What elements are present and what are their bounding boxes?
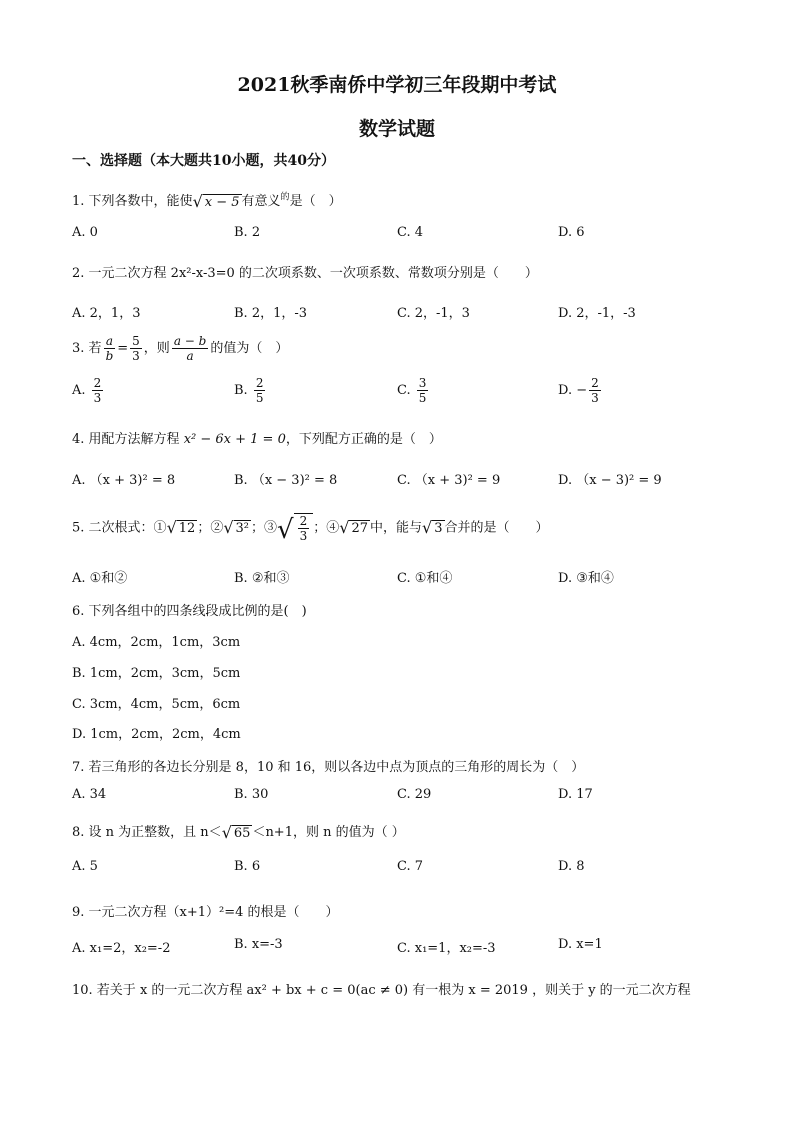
question-3: [72, 334, 288, 363]
q6-option-c[interactable]: C. 3cm，4cm，5cm，6cm: [72, 697, 241, 712]
q8-option-c[interactable]: C. 7: [397, 859, 424, 874]
fraction-numerator: 2: [591, 376, 599, 390]
sqrt-fraction: [277, 513, 313, 543]
radicand: 12: [178, 521, 196, 536]
fraction-numerator: 5: [132, 334, 140, 348]
option-label: B.: [234, 383, 248, 398]
fraction-numerator: a: [105, 334, 113, 348]
q4-option-c[interactable]: C. （x + 3)² = 9: [397, 473, 501, 488]
sqrt-3-squared: [223, 520, 251, 536]
radical-sign-icon: √: [422, 518, 433, 537]
q8-text-tail: ＜n+1，则 n 的值为（ ）: [252, 825, 405, 840]
q3-option-a[interactable]: [72, 376, 105, 405]
fraction-denominator: 5: [255, 391, 264, 405]
question-7: 7. 若三角形的各边长分别是 8，10 和 16，则以各边中点为顶点的三角形的周长为（ ）: [72, 760, 585, 775]
sqrt-27: [339, 520, 370, 536]
q9-options: [72, 937, 732, 957]
sqrt-12: [167, 520, 198, 536]
sqrt-65: [221, 822, 253, 842]
q8-option-d[interactable]: D. 8: [558, 859, 585, 874]
radicand: 65: [233, 825, 251, 841]
q6-option-b[interactable]: B. 1cm，2cm，3cm，5cm: [72, 666, 241, 681]
radicand: 27: [351, 521, 369, 536]
radical-sign-icon: √: [277, 515, 294, 545]
q7-option-c[interactable]: C. 29: [397, 787, 432, 802]
question-4: [72, 428, 442, 447]
fraction-denominator: 3: [93, 391, 102, 405]
fraction-numerator: 3: [418, 376, 427, 390]
option-label: D.: [558, 383, 573, 398]
fraction-numerator: 2: [299, 514, 308, 528]
q8-option-a[interactable]: A. 5: [72, 859, 98, 874]
q4-text-tail: ，下列配方正确的是（ ）: [285, 432, 442, 447]
question-6: 6. 下列各组中的四条线段成比例的是( ): [72, 604, 307, 619]
radicand: 3: [434, 521, 443, 536]
question-10: 10. 若关于 x 的一元二次方程 ax² + bx + c = 0(ac ≠ 0) 有一根为 x = 2019 ，则关于 y 的一元二次方程: [72, 983, 691, 998]
q7-options: [72, 787, 732, 807]
equals-sign: =: [117, 341, 129, 356]
q5-text-pre: 二次根式：①: [88, 520, 167, 536]
separator: ；④: [313, 520, 340, 536]
question-8: [72, 821, 405, 841]
q5-option-d[interactable]: D. ③和④: [558, 571, 614, 586]
sqrt-expression: [192, 191, 242, 211]
q1-option-c[interactable]: C. 4: [397, 225, 424, 240]
q3-number: 3.: [72, 341, 85, 356]
question-2: 2. 一元二次方程 2x²-x-3=0 的二次项系数、一次项系数、常数项分别是（ ）: [72, 266, 538, 281]
minus-sign: −: [576, 383, 588, 398]
q2-option-c[interactable]: C. 2，-1，3: [397, 306, 470, 321]
q1-text-post: 有意义: [241, 194, 281, 209]
fraction-denominator: b: [105, 349, 114, 363]
q7-option-d[interactable]: D. 17: [558, 787, 593, 802]
q3-option-d[interactable]: [558, 376, 603, 405]
q3-fraction-5-over-3: [130, 334, 142, 363]
fraction-numerator: 2: [93, 376, 102, 390]
q3-options: [72, 376, 732, 416]
q1-options: [72, 225, 732, 245]
separator: ；②: [197, 520, 224, 536]
q4-equation: x² − 6x + 1 = 0: [183, 432, 286, 447]
q7-option-b[interactable]: B. 30: [234, 787, 269, 802]
q4-option-d[interactable]: D. （x − 3)² = 9: [558, 473, 662, 488]
q2-option-a[interactable]: A. 2，1，3: [72, 306, 141, 321]
fraction-denominator: 3: [132, 349, 140, 363]
q1-option-d[interactable]: D. 6: [558, 225, 585, 240]
q4-option-b[interactable]: B. （x − 3)² = 8: [234, 473, 338, 488]
q5-options: [72, 567, 732, 587]
q7-option-a[interactable]: A. 34: [72, 787, 107, 802]
q9-option-d[interactable]: D. x=1: [558, 937, 603, 952]
option-label: C.: [397, 383, 411, 398]
q1-text-pre: 下列各数中，能使: [88, 194, 193, 209]
fraction-numerator: 2: [255, 376, 264, 390]
q5-option-a[interactable]: A. ①和②: [72, 571, 128, 586]
radical-sign-icon: √: [166, 518, 177, 537]
radicand: 3²: [235, 521, 250, 536]
q8-option-b[interactable]: B. 6: [234, 859, 261, 874]
option-label: A.: [72, 383, 86, 398]
q3-text-tail: 的值为（ ）: [210, 341, 289, 356]
q3-text-pre: 若: [88, 341, 102, 356]
q5-text-tail: 合并的是（ ）: [444, 520, 549, 536]
exam-title: 2021秋季南侨中学初三年段期中考试: [237, 74, 557, 96]
q2-options: [72, 302, 732, 322]
q1-option-b[interactable]: B. 2: [234, 225, 261, 240]
q5-text-mid: 中，能与: [370, 520, 423, 536]
q8-text-pre: 8. 设 n 为正整数，且 n＜: [72, 825, 222, 840]
question-5: [72, 513, 549, 543]
fraction-denominator: 3: [591, 391, 599, 405]
radical-sign-icon: √: [192, 191, 203, 211]
q5-option-b[interactable]: B. ②和③: [234, 571, 290, 586]
q3-fraction-expression: [172, 334, 209, 363]
q6-option-a[interactable]: A. 4cm，2cm，1cm，3cm: [72, 635, 241, 650]
q1-text-tail: 是（ ）: [289, 194, 342, 209]
exam-subtitle: 数学试题: [358, 118, 435, 140]
q4-option-a[interactable]: A. （x + 3)² = 8: [72, 473, 176, 488]
fraction-denominator: 3: [299, 529, 308, 543]
q3-option-b[interactable]: [234, 376, 267, 405]
q6-option-d[interactable]: D. 1cm，2cm，2cm，4cm: [72, 727, 241, 742]
radical-sign-icon: √: [221, 822, 232, 842]
q1-mark: 的: [280, 192, 290, 203]
radical-sign-icon: √: [339, 518, 350, 537]
question-9: 9. 一元二次方程（x+1）²=4 的根是（ ）: [72, 905, 339, 920]
q2-option-d[interactable]: D. 2，-1，-3: [558, 306, 636, 321]
fraction-denominator: a: [186, 349, 194, 363]
q1-option-a[interactable]: A. 0: [72, 225, 98, 240]
q3-fraction-a-over-b: [104, 334, 116, 363]
section-heading: 一、选择题（本大题共10小题，共40分）: [72, 153, 335, 169]
fraction-numerator: a − b: [173, 334, 207, 348]
q1-number: 1.: [72, 194, 85, 209]
q4-text-pre: 4. 用配方法解方程: [72, 432, 180, 447]
question-1: [72, 190, 342, 210]
q8-options: [72, 859, 732, 879]
q1-radicand: x − 5: [204, 194, 240, 210]
separator: ；③: [251, 520, 278, 536]
q3-text-mid: ，则: [143, 341, 170, 356]
sqrt-3: [422, 520, 444, 536]
q9-option-b[interactable]: B. x=-3: [234, 937, 283, 952]
q9-option-c[interactable]: C. x₁=1，x₂=-3: [397, 941, 496, 956]
q9-option-a[interactable]: A. x₁=2，x₂=-2: [72, 941, 171, 956]
fraction-denominator: 5: [418, 391, 427, 405]
q2-option-b[interactable]: B. 2，1，-3: [234, 306, 308, 321]
q4-options: [72, 469, 732, 489]
q3-option-c[interactable]: [397, 376, 430, 405]
q5-number: 5.: [72, 520, 85, 536]
q5-option-c[interactable]: C. ①和④: [397, 571, 453, 586]
radical-sign-icon: √: [223, 518, 234, 537]
